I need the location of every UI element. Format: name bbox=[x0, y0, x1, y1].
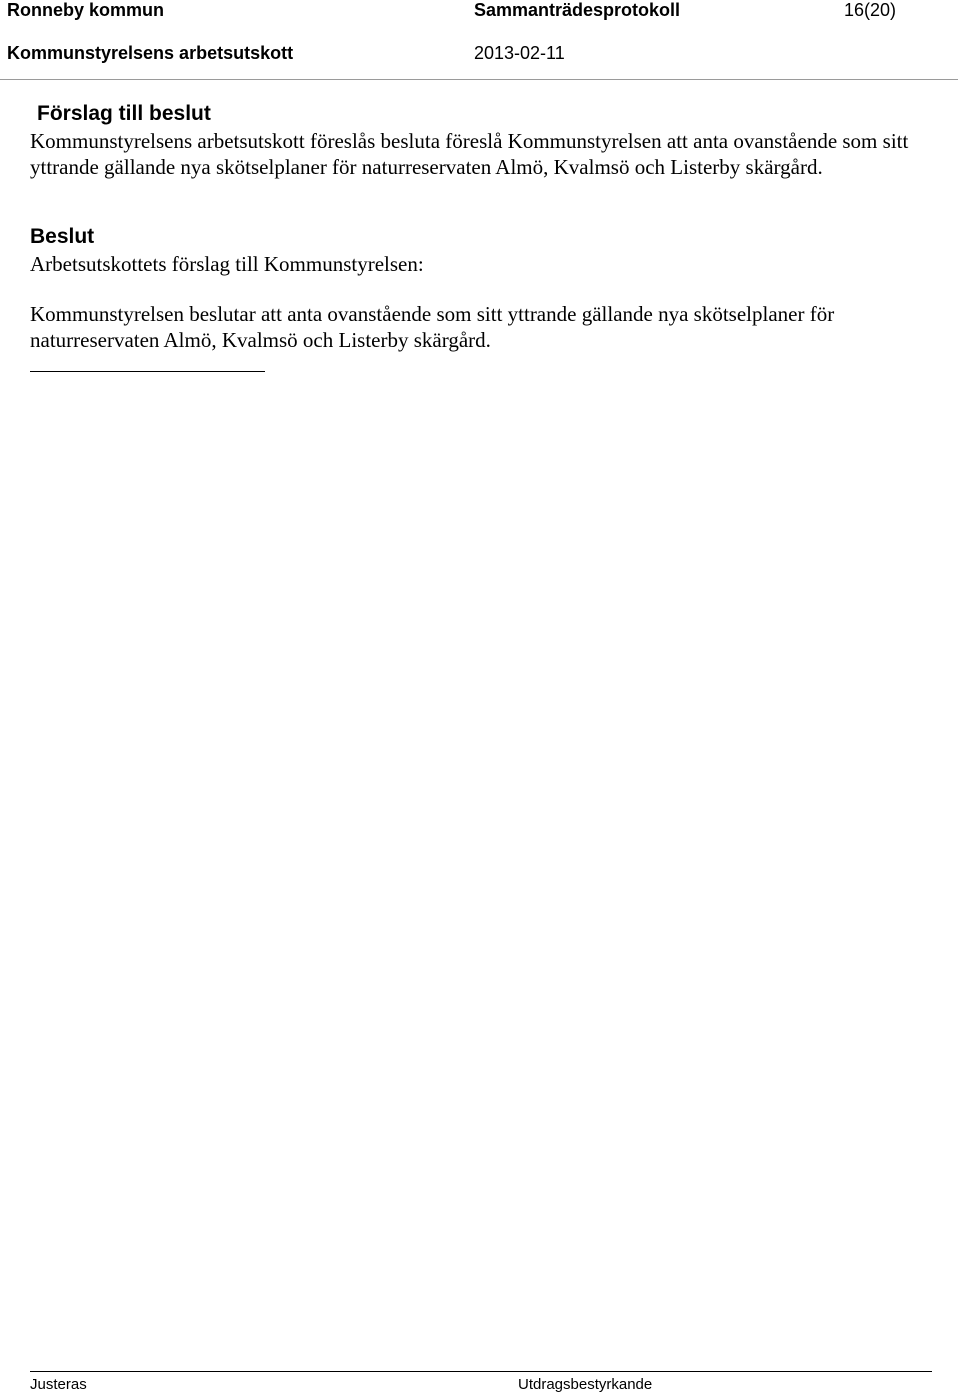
decision-heading: Beslut bbox=[30, 225, 95, 248]
header-organization: Ronneby kommun bbox=[7, 0, 165, 20]
footer-utdragsbestyrkande-label: Utdragsbestyrkande bbox=[518, 1376, 653, 1393]
header-board: Kommunstyrelsens arbetsutskott bbox=[7, 43, 294, 63]
decision-section bbox=[30, 223, 910, 372]
proposal-heading: Förslag till beslut bbox=[37, 102, 211, 125]
header-divider bbox=[0, 79, 958, 80]
header-document-type: Sammanträdesprotokoll bbox=[474, 0, 681, 20]
decision-text: Kommunstyrelsen beslutar att anta ovanstående som sitt yttrande gällande nya skötselplaner för naturreservaten Almö, Kvalmsö och Listerby skärgård. bbox=[30, 302, 835, 352]
proposal-text: Kommunstyrelsens arbetsutskott föreslås besluta föreslå Kommunstyrelsen att anta ovanstående som sitt yttrande gällande nya skötselplaner för naturreservaten Almö, Kvalmsö och Listerby skärgård. bbox=[30, 129, 909, 179]
decision-intro: Arbetsutskottets förslag till Kommunstyrelsen: bbox=[30, 252, 424, 276]
header-date: 2013-02-11 bbox=[474, 43, 565, 63]
section-end-line bbox=[30, 371, 265, 372]
proposal-section bbox=[30, 100, 910, 180]
footer-justeras-label: Justeras bbox=[30, 1376, 87, 1393]
footer-divider bbox=[30, 1371, 932, 1372]
header-page-indicator: 16(20) bbox=[844, 0, 897, 20]
document-body bbox=[30, 100, 910, 372]
